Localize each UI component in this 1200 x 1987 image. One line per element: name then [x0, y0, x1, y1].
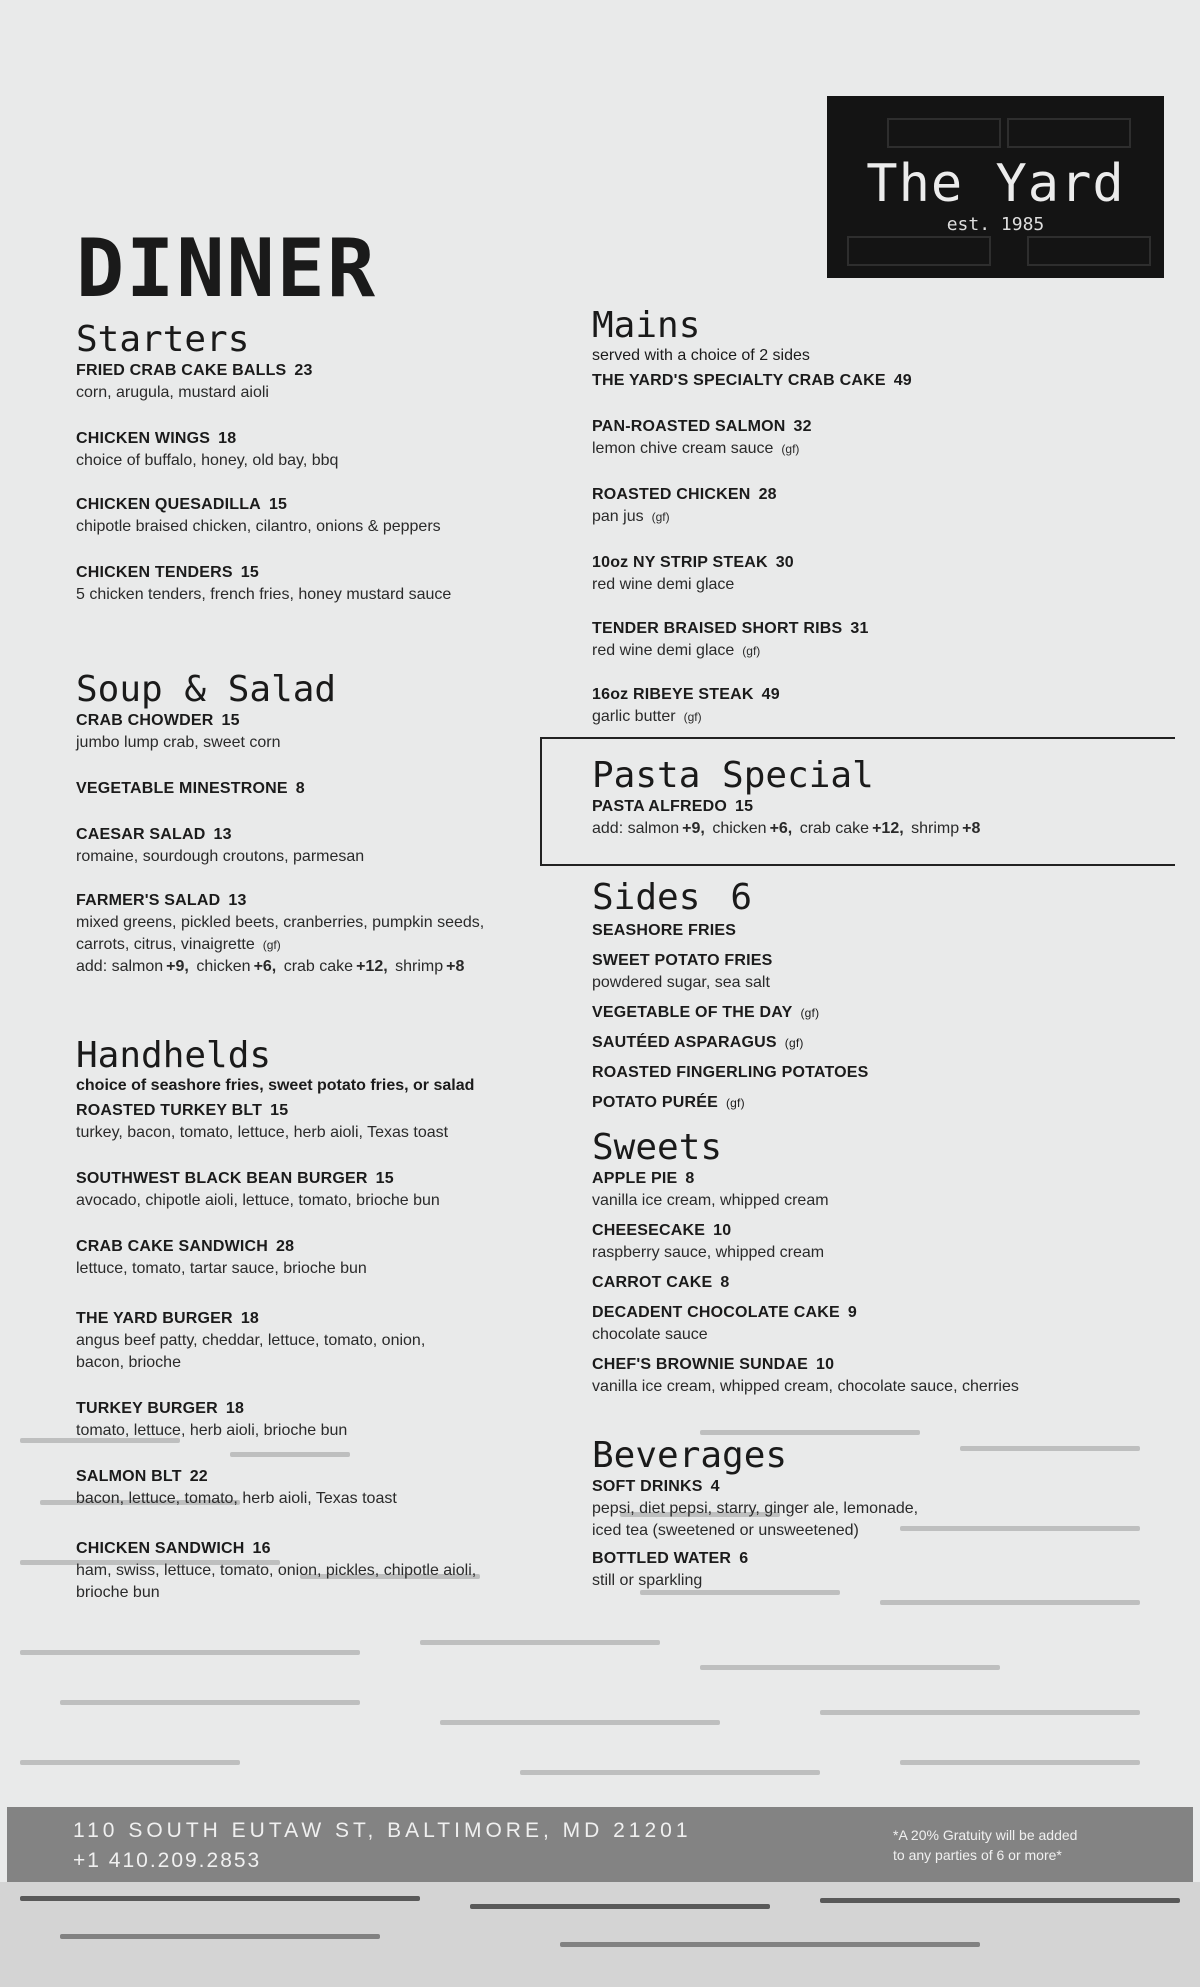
item-description: lettuce, tomato, tartar sauce, brioche bun	[76, 1260, 367, 1277]
item-price: 8	[295, 780, 305, 797]
add-chicken: chicken	[196, 958, 251, 975]
menu-item	[592, 684, 1172, 728]
add-shrimp: shrimp	[911, 820, 960, 837]
item-name: POTATO PURÉE	[592, 1094, 718, 1111]
item-name: SAUTÉED ASPARAGUS	[592, 1034, 777, 1051]
item-price: 9	[847, 1304, 857, 1321]
item-price: 28	[758, 486, 777, 503]
menu-item	[592, 1272, 1172, 1294]
item-name: CHICKEN WINGS	[76, 430, 211, 447]
menu-item	[76, 890, 556, 978]
item-description: ham, swiss, lettuce, tomato, onion, pickles, chipotle aioli,	[76, 1562, 477, 1579]
item-price: 4	[710, 1478, 720, 1495]
item-price: 18	[225, 1400, 245, 1417]
item-price: 15	[735, 798, 754, 815]
item-price: 30	[775, 554, 794, 571]
add-label: add:	[592, 820, 624, 837]
item-name: CHICKEN TENDERS	[76, 564, 233, 581]
menu-item	[76, 428, 556, 472]
item-name: SALMON BLT	[76, 1468, 182, 1485]
section-title-sweets: Sweets	[592, 1127, 723, 1168]
menu-item	[76, 1308, 556, 1374]
add-salmon: salmon	[627, 820, 680, 837]
item-name: ROASTED FINGERLING POTATOES	[592, 1064, 869, 1081]
item-name: CRAB CAKE SANDWICH	[76, 1238, 269, 1255]
item-name: VEGETABLE MINESTRONE	[76, 780, 288, 797]
item-description: garlic butter	[592, 708, 676, 725]
item-name: CARROT CAKE	[592, 1274, 713, 1291]
add-salmon: salmon	[111, 958, 164, 975]
menu-item	[76, 1100, 556, 1144]
gluten-free-badge: (gf)	[784, 1036, 804, 1050]
menu-item	[592, 1548, 1172, 1592]
gluten-free-badge: (gf)	[725, 1096, 745, 1110]
menu-item	[592, 1092, 1172, 1114]
item-description: romaine, sourdough croutons, parmesan	[76, 848, 365, 865]
item-name: CHEF'S BROWNIE SUNDAE	[592, 1356, 809, 1373]
item-description: pan jus	[592, 508, 644, 525]
item-name: CHEESECAKE	[592, 1222, 706, 1239]
restaurant-logo	[827, 96, 1164, 278]
add-shrimp: shrimp	[395, 958, 444, 975]
item-description-cont: brioche bun	[76, 1584, 160, 1601]
item-name: CHICKEN QUESADILLA	[76, 496, 261, 513]
menu-item	[592, 1220, 1172, 1264]
item-price: 32	[793, 418, 812, 435]
item-price: 10	[713, 1222, 732, 1239]
item-name: ROASTED TURKEY BLT	[76, 1102, 263, 1119]
add-crab-cake: crab cake	[799, 820, 870, 837]
item-name: CRAB CHOWDER	[76, 712, 214, 729]
item-name: BOTTLED WATER	[592, 1550, 732, 1567]
item-price: 15	[240, 564, 259, 581]
item-price: 10	[816, 1356, 835, 1373]
item-description: avocado, chipotle aioli, lettuce, tomato, brioche bun	[76, 1192, 440, 1209]
item-price: 13	[213, 826, 232, 843]
menu-title: DINNER	[76, 222, 377, 315]
menu-item	[76, 360, 556, 404]
right-column	[592, 306, 1172, 1592]
menu-item	[592, 920, 1172, 942]
item-description: raspberry sauce, whipped cream	[592, 1244, 825, 1261]
brick-bottom-strip	[0, 1882, 1200, 1987]
logo-established: est. 1985	[946, 214, 1045, 235]
mains-section	[592, 306, 1172, 728]
footer-band	[7, 1807, 1193, 1882]
item-price: 49	[893, 372, 912, 389]
item-description: lemon chive cream sauce	[592, 440, 774, 457]
handhelds-section	[76, 1036, 556, 1604]
menu-item	[76, 824, 556, 868]
menu-item	[76, 1168, 556, 1212]
beverages-section	[592, 1436, 1172, 1592]
menu-item	[76, 1236, 556, 1280]
gluten-free-badge: (gf)	[800, 1006, 820, 1020]
add-chicken: chicken	[712, 820, 767, 837]
item-name: SWEET POTATO FRIES	[592, 952, 773, 969]
menu-item	[592, 552, 1172, 596]
item-price: 18	[218, 430, 237, 447]
item-price: 15	[375, 1170, 394, 1187]
gratuity-note-line1: *A 20% Gratuity will be added	[893, 1827, 1078, 1843]
sides-section	[592, 878, 1172, 1114]
item-name: SOUTHWEST BLACK BEAN BURGER	[76, 1170, 368, 1187]
section-title-handhelds: Handhelds	[76, 1035, 272, 1076]
item-price: 6	[739, 1550, 749, 1567]
add-crab-cake-price: +12,	[356, 958, 388, 975]
item-name: 10oz NY STRIP STEAK	[592, 554, 768, 571]
item-name: FRIED CRAB CAKE BALLS	[76, 362, 287, 379]
footer-address: 110 SOUTH EUTAW ST, BALTIMORE, MD 21201	[73, 1819, 692, 1842]
item-description: jumbo lump crab, sweet corn	[76, 734, 281, 751]
menu-item	[76, 562, 556, 606]
add-chicken-price: +6,	[253, 958, 277, 975]
section-title-mains: Mains	[592, 305, 701, 346]
item-price: 49	[761, 686, 780, 703]
gratuity-note-line2: to any parties of 6 or more*	[893, 1847, 1062, 1863]
menu-item	[592, 1476, 1172, 1542]
item-price: 31	[850, 620, 869, 637]
item-name: VEGETABLE OF THE DAY	[592, 1004, 793, 1021]
sweets-section	[592, 1128, 1172, 1398]
item-name: CAESAR SALAD	[76, 826, 206, 843]
item-description: corn, arugula, mustard aioli	[76, 384, 269, 401]
menu-item	[592, 1032, 1172, 1054]
item-name: ROASTED CHICKEN	[592, 486, 751, 503]
item-price: 15	[221, 712, 240, 729]
item-name: THE YARD'S SPECIALTY CRAB CAKE	[592, 372, 886, 389]
section-title-beverages: Beverages	[592, 1435, 788, 1476]
gluten-free-badge: (gf)	[262, 938, 281, 952]
gratuity-note	[893, 1825, 1153, 1865]
item-price: 22	[189, 1468, 208, 1485]
item-description: vanilla ice cream, whipped cream, chocolate sauce, cherries	[592, 1378, 1019, 1395]
item-description: chocolate sauce	[592, 1326, 708, 1343]
menu-item	[76, 1398, 556, 1442]
menu-item	[76, 1466, 556, 1510]
item-description: powdered sugar, sea salt	[592, 974, 770, 991]
item-price: 8	[720, 1274, 730, 1291]
gluten-free-badge: (gf)	[683, 710, 702, 724]
add-salmon-price: +9,	[682, 820, 705, 837]
add-salmon-price: +9,	[166, 958, 189, 975]
item-description: red wine demi glace	[592, 576, 735, 593]
section-title-pasta-special: Pasta Special	[592, 755, 874, 796]
item-name: FARMER'S SALAD	[76, 892, 221, 909]
item-description-cont: carrots, citrus, vinaigrette	[76, 936, 255, 953]
item-description: still or sparkling	[592, 1572, 703, 1589]
item-name: SEASHORE FRIES	[592, 922, 737, 939]
starters-section	[76, 320, 556, 606]
section-title-soup-salad: Soup & Salad	[76, 669, 337, 710]
item-description: 5 chicken tenders, french fries, honey mustard sauce	[76, 586, 452, 603]
menu-item	[592, 618, 1172, 662]
menu-item	[592, 1062, 1172, 1084]
menu-item	[592, 950, 1172, 994]
menu-item	[592, 370, 1172, 392]
footer-phone: +1 410.209.2853	[73, 1849, 262, 1872]
item-name: APPLE PIE	[592, 1170, 678, 1187]
item-price: 23	[294, 362, 313, 379]
menu-item	[592, 1354, 1172, 1398]
item-price: 16	[252, 1540, 271, 1557]
item-name: TURKEY BURGER	[76, 1400, 218, 1417]
item-description: pepsi, diet pepsi, starry, ginger ale, lemonade,	[592, 1500, 919, 1517]
item-price: 13	[228, 892, 247, 909]
gluten-free-badge: (gf)	[742, 644, 761, 658]
logo-name: The Yard	[866, 154, 1125, 214]
menu-item	[592, 1168, 1172, 1212]
add-shrimp-price: +8	[962, 820, 981, 837]
item-price: 15	[268, 496, 288, 513]
sides-price: 6	[730, 877, 753, 918]
item-price: 18	[240, 1310, 260, 1327]
add-ons	[76, 956, 556, 978]
menu-item	[76, 778, 556, 800]
menu-item	[76, 1538, 556, 1604]
section-subtitle: served with a choice of 2 sides	[592, 347, 810, 364]
menu-item	[592, 1002, 1172, 1024]
item-price: 15	[270, 1102, 289, 1119]
item-name: TENDER BRAISED SHORT RIBS	[592, 620, 843, 637]
item-name: SOFT DRINKS	[592, 1478, 703, 1495]
item-price: 28	[276, 1238, 295, 1255]
item-description: red wine demi glace	[592, 642, 735, 659]
item-description: choice of buffalo, honey, old bay, bbq	[76, 452, 339, 469]
section-title-starters: Starters	[76, 319, 250, 360]
item-description: vanilla ice cream, whipped cream	[592, 1192, 829, 1209]
menu-item	[592, 416, 1172, 460]
add-crab-cake-price: +12,	[872, 820, 904, 837]
section-title-sides: Sides	[592, 877, 701, 918]
item-description: mixed greens, pickled beets, cranberries, pumpkin seeds,	[76, 914, 485, 931]
item-description: tomato, lettuce, herb aioli, brioche bun	[76, 1422, 348, 1439]
item-description: bacon, lettuce, tomato, herb aioli, Texas toast	[76, 1490, 397, 1507]
item-name: CHICKEN SANDWICH	[76, 1540, 245, 1557]
item-price: 8	[685, 1170, 695, 1187]
add-crab-cake: crab cake	[283, 958, 354, 975]
gluten-free-badge: (gf)	[781, 442, 800, 456]
menu-item	[76, 494, 556, 538]
menu-item	[592, 1302, 1172, 1346]
item-description: chipotle braised chicken, cilantro, onions & peppers	[76, 518, 441, 535]
item-name: THE YARD BURGER	[76, 1310, 233, 1327]
soup-salad-section	[76, 670, 556, 978]
add-chicken-price: +6,	[769, 820, 793, 837]
item-description: turkey, bacon, tomato, lettuce, herb aioli, Texas toast	[76, 1124, 449, 1141]
item-name: DECADENT CHOCOLATE CAKE	[592, 1304, 840, 1321]
item-name: PASTA ALFREDO	[592, 798, 728, 815]
section-subtitle: choice of seashore fries, sweet potato fries, or salad	[76, 1077, 475, 1094]
pasta-special-box	[540, 737, 1175, 866]
add-shrimp-price: +8	[446, 958, 465, 975]
add-label: add:	[76, 958, 108, 975]
item-name: 16oz RIBEYE STEAK	[592, 686, 754, 703]
menu-item	[76, 710, 556, 754]
item-name: PAN-ROASTED SALMON	[592, 418, 786, 435]
item-description-cont: bacon, brioche	[76, 1354, 181, 1371]
left-column	[76, 320, 556, 1604]
menu-item	[592, 484, 1172, 528]
item-description-cont: iced tea (sweetened or unsweetened)	[592, 1522, 859, 1539]
gluten-free-badge: (gf)	[651, 510, 670, 524]
item-description: angus beef patty, cheddar, lettuce, tomato, onion,	[76, 1332, 426, 1349]
